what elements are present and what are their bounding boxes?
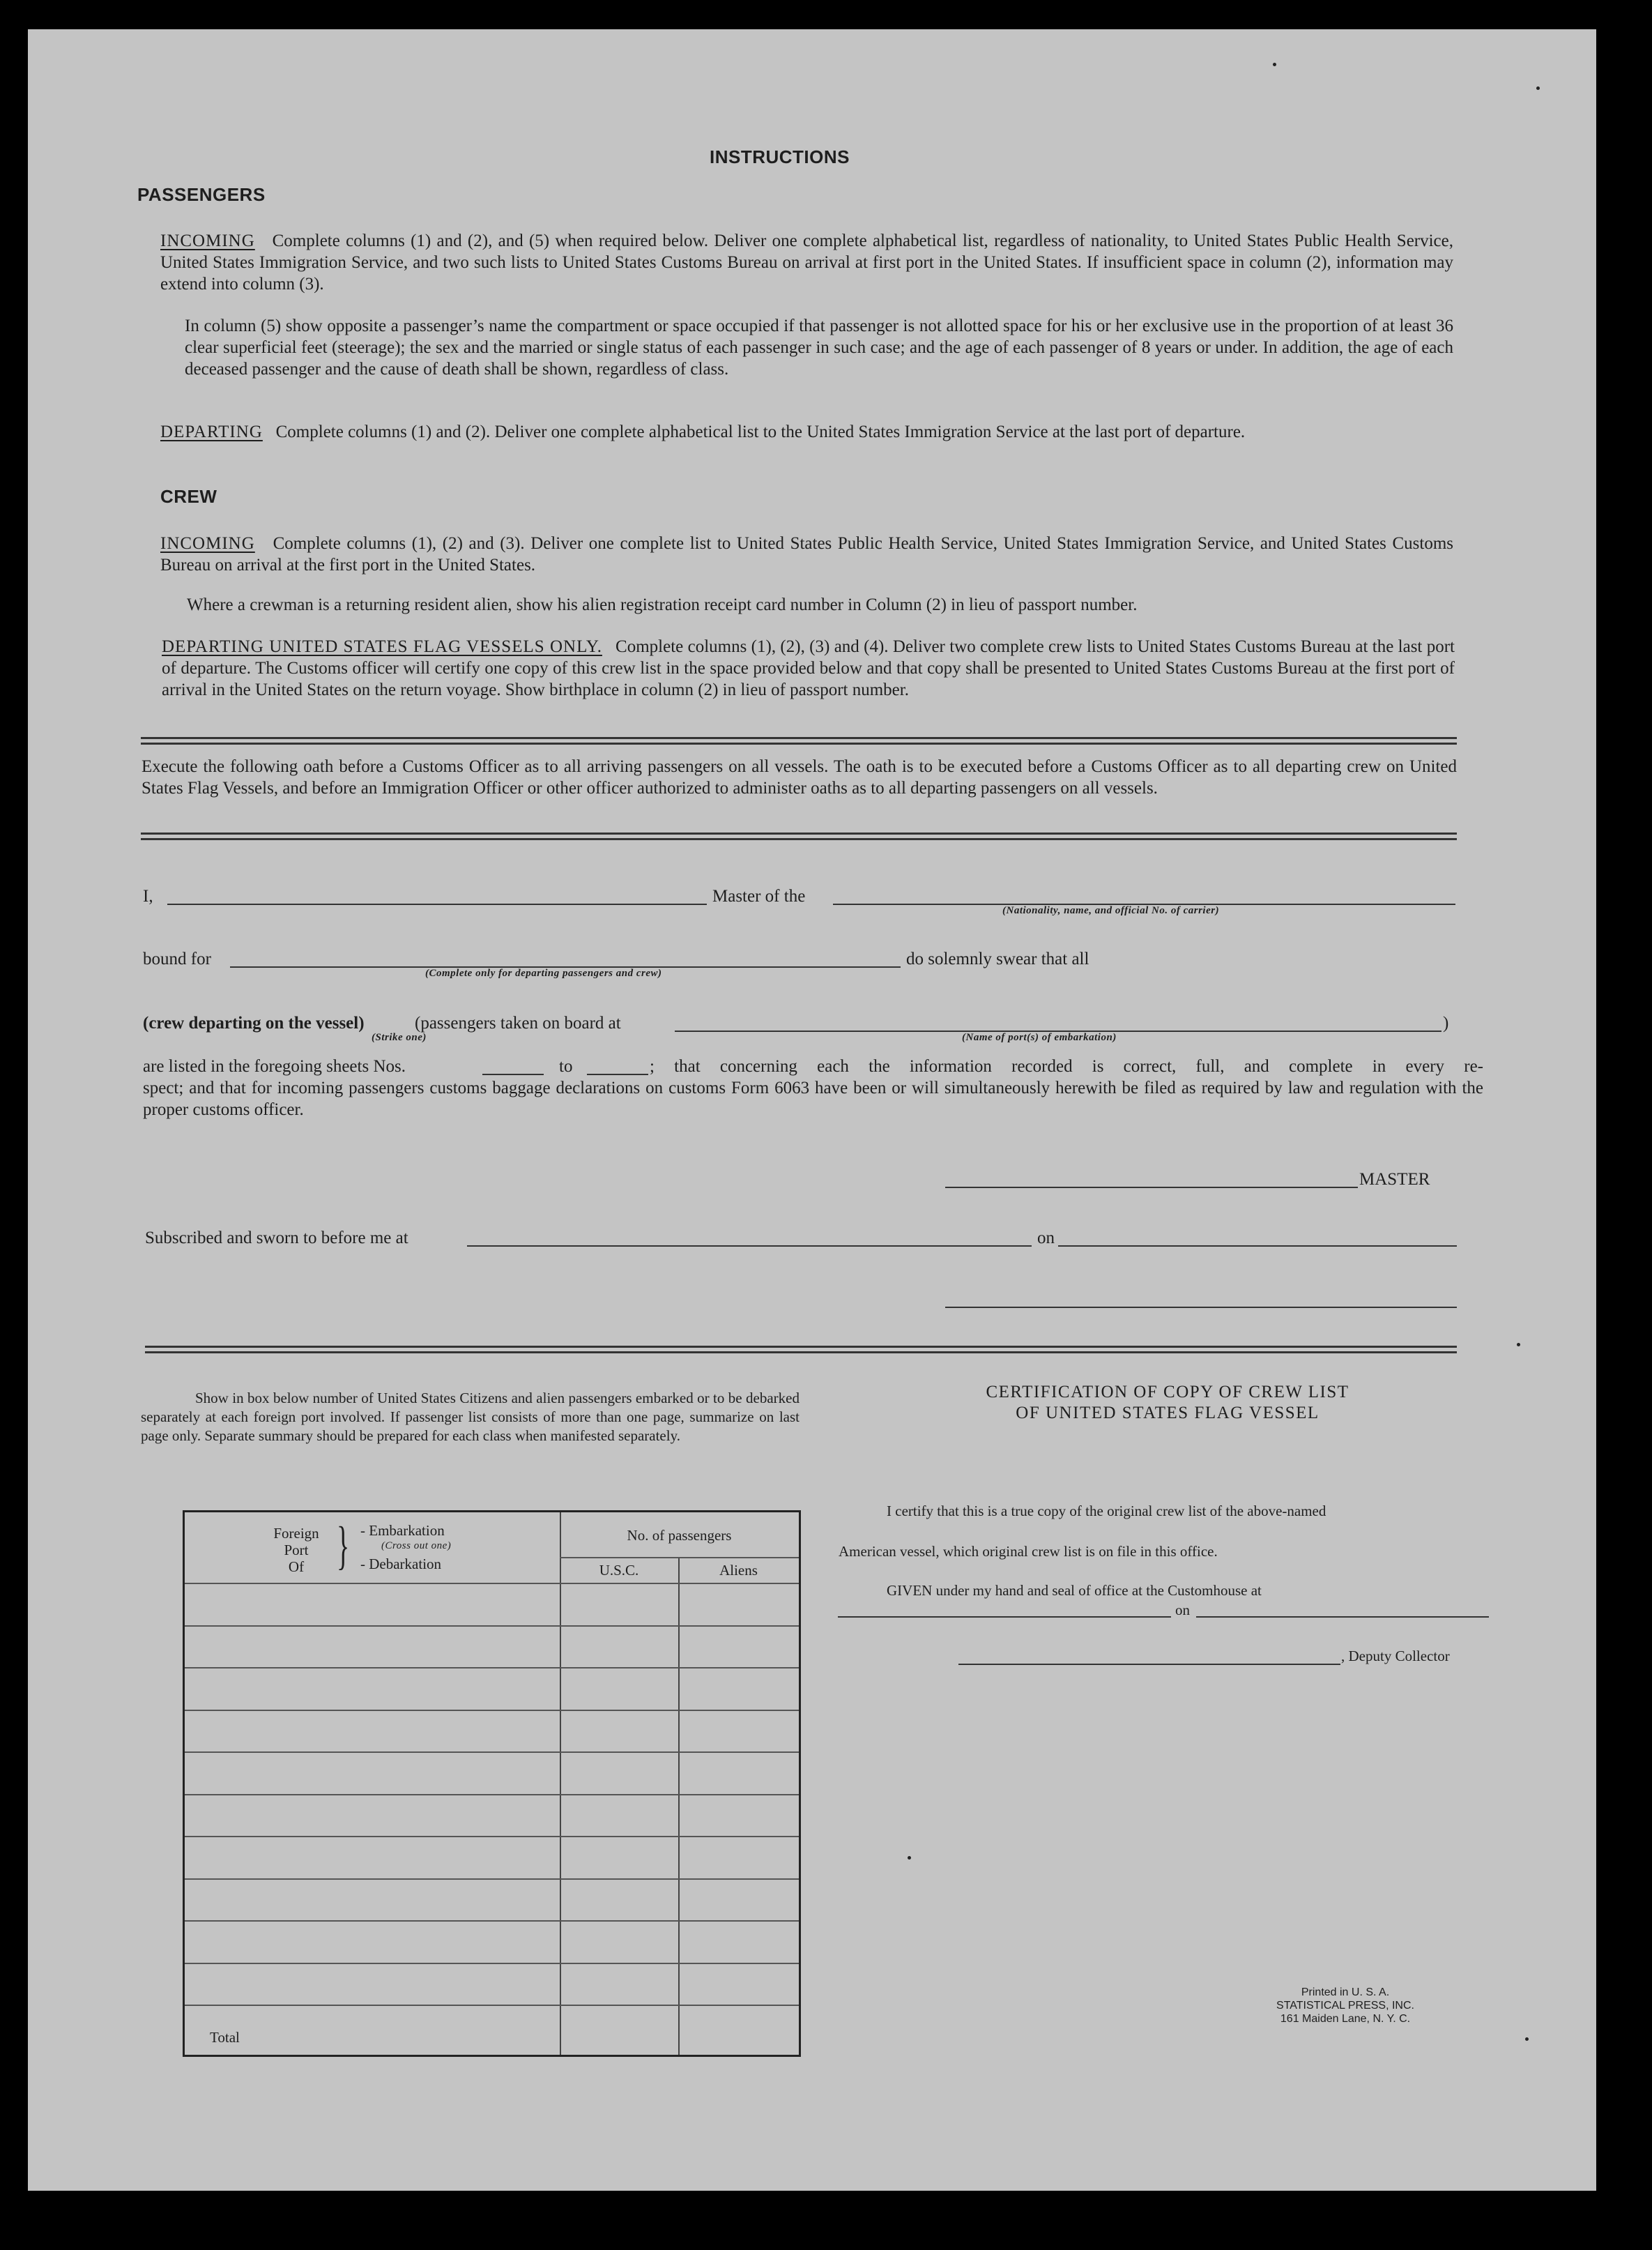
oath-instruction-paragraph: Execute the following oath before a Customs Officer as to all arriving passengers on all vessels. The oath is to be executed before a Customs Officer as to all departing crew on United States Flag Vessels, and before an Immigration Officer or other officer authorized to administer oaths as to all departing passengers on all vessels. xyxy=(142,757,1457,798)
crew-departing-option: (crew departing on the vessel) xyxy=(143,1014,365,1033)
port-label: Port xyxy=(284,1542,309,1558)
embarkation-caption: (Name of port(s) of embarkation) xyxy=(962,1032,1117,1043)
master-label: MASTER xyxy=(1359,1170,1430,1189)
listed-label-a: are listed in the foregoing sheets Nos. xyxy=(143,1057,406,1076)
certify-line2: American vessel, which original crew list is on file in this office. xyxy=(839,1543,1218,1560)
close-paren: ) xyxy=(1443,1014,1449,1033)
sheet-to-field[interactable] xyxy=(587,1074,648,1075)
aliens-cell[interactable] xyxy=(678,1625,801,1668)
usc-cell[interactable] xyxy=(560,1710,678,1752)
respect-paragraph: spect; and that for incoming passengers customs baggage declarations on customs Form 6063 have been or will simultaneously herewith be filed as required by law and regulation with the proper customs officer. xyxy=(143,1079,1483,1119)
officer-signature-field[interactable] xyxy=(945,1307,1457,1308)
usc-cell[interactable] xyxy=(560,1836,678,1878)
usc-header: U.S.C. xyxy=(599,1562,639,1579)
summary-instruction: Show in box below number of United States Citizens and alien passengers embarked or to be debarked separately at each foreign port involved. If passenger list consists of more than one page, summarize on last page only. Separate summary should be prepared for each class when manifested separately. xyxy=(141,1390,800,1444)
passengers-departing-label: DEPARTING xyxy=(160,423,263,441)
carrier-caption: (Nationality, name, and official No. of carrier) xyxy=(1002,905,1220,916)
scan-speck xyxy=(908,1856,911,1860)
total-label: Total xyxy=(210,2029,240,2046)
crew-departing-text: Complete columns (1), (2), (3) and (4). Deliver two complete crew lists to United States Customs Bureau at the last port of departure. The Customs officer will certify one copy of this crew list in the space provided below and that copy shall be presented to United States Customs Bureau at the first port of arrival in the United States on the return voyage. Show birthplace in column (2) in lieu of passport number. xyxy=(162,637,1455,699)
aliens-cell[interactable] xyxy=(678,1878,801,1921)
double-rule xyxy=(145,1346,1457,1353)
usc-cell[interactable] xyxy=(560,1920,678,1963)
strike-one-caption: (Strike one) xyxy=(372,1032,427,1043)
foreign-port-of-label xyxy=(261,1525,331,1575)
cert-date-field[interactable] xyxy=(1196,1616,1489,1618)
passengers-incoming-label: INCOMING xyxy=(160,231,255,250)
aliens-cell[interactable] xyxy=(678,1963,801,2005)
usc-cell[interactable] xyxy=(560,1794,678,1837)
passenger-summary-table xyxy=(183,1510,801,2057)
usc-cell[interactable] xyxy=(560,1625,678,1668)
port-cell[interactable] xyxy=(185,1878,560,1921)
port-cell[interactable] xyxy=(185,2005,560,2047)
master-signature-field[interactable] xyxy=(945,1187,1358,1188)
passengers-departing-text: Complete columns (1) and (2). Deliver one complete alphabetical list to the United States Immigration Service at the last port of departure. xyxy=(275,423,1246,441)
crew-crewman-paragraph: Where a crewman is a returning resident alien, show his alien registration receipt card number in Column (2) in lieu of passport number. xyxy=(187,595,1138,614)
certification-title xyxy=(819,1382,1516,1424)
cert-on-label: on xyxy=(1175,1602,1190,1618)
crew-incoming-paragraph xyxy=(160,533,1453,576)
master-of-the-label: Master of the xyxy=(712,887,806,906)
crew-departing-paragraph xyxy=(162,636,1455,701)
aliens-cell[interactable] xyxy=(678,2005,801,2047)
usc-cell[interactable] xyxy=(560,1963,678,2005)
listed-label-b: ; that concerning each the information recorded is correct, full, and complete in every re- xyxy=(650,1057,1483,1076)
aliens-cell[interactable] xyxy=(678,1667,801,1710)
scan-speck xyxy=(1273,63,1276,66)
aliens-cell[interactable] xyxy=(678,1751,801,1794)
port-cell[interactable] xyxy=(185,1751,560,1794)
crew-incoming-label: INCOMING xyxy=(160,534,255,553)
do-solemnly-label: do solemnly swear that all xyxy=(906,950,1089,968)
cross-out-caption: (Cross out one) xyxy=(381,1540,452,1551)
printer-line1: Printed in U. S. A. xyxy=(1301,1986,1390,1998)
usc-cell[interactable] xyxy=(560,1751,678,1794)
scan-speck xyxy=(1525,2037,1529,2041)
certification-title-line1: CERTIFICATION OF COPY OF CREW LIST xyxy=(986,1383,1349,1401)
embarkation-label: - Embarkation xyxy=(360,1522,445,1539)
sworn-date-field[interactable] xyxy=(1058,1245,1457,1247)
aliens-cell[interactable] xyxy=(678,1920,801,1963)
scan-speck xyxy=(1517,1343,1520,1346)
deputy-collector-label: , Deputy Collector xyxy=(1341,1648,1450,1664)
departing-caption: (Complete only for departing passengers and crew) xyxy=(425,968,662,979)
port-cell[interactable] xyxy=(185,1625,560,1668)
passengers-incoming-text: Complete columns (1) and (2), and (5) when required below. Deliver one complete alphabetical list, regardless of nationality, to United States Public Health Service, United States Immigration Service, and two such lists to United States Customs Bureau on arrival at first port in the United States. If insufficient space in column (2), information may extend into column (3). xyxy=(160,231,1453,294)
port-cell[interactable] xyxy=(185,1794,560,1837)
printer-line2: STATISTICAL PRESS, INC. xyxy=(1276,2000,1414,2012)
given-line: GIVEN under my hand and seal of office at the Customhouse at xyxy=(887,1582,1262,1599)
instructions-heading: INSTRUCTIONS xyxy=(710,146,850,167)
aliens-cell[interactable] xyxy=(678,1583,801,1625)
debarkation-label: - Debarkation xyxy=(360,1556,442,1572)
crew-heading: CREW xyxy=(160,486,217,507)
of-label: Of xyxy=(288,1558,305,1575)
printer-imprint xyxy=(1241,1986,1450,2025)
usc-cell[interactable] xyxy=(560,1667,678,1710)
usc-cell[interactable] xyxy=(560,2005,678,2047)
certification-title-line2: OF UNITED STATES FLAG VESSEL xyxy=(1016,1404,1320,1422)
sworn-place-field[interactable] xyxy=(467,1245,1032,1247)
sworn-on-label: on xyxy=(1037,1229,1055,1247)
crew-departing-label: DEPARTING UNITED STATES FLAG VESSELS ONLY. xyxy=(162,637,602,656)
oath-i-label: I, xyxy=(143,887,153,906)
usc-cell[interactable] xyxy=(560,1878,678,1921)
passengers-departing-paragraph xyxy=(160,421,1453,443)
foreign-label: Foreign xyxy=(273,1525,319,1542)
port-cell[interactable] xyxy=(185,1963,560,2005)
port-cell[interactable] xyxy=(185,1667,560,1710)
aliens-cell[interactable] xyxy=(678,1710,801,1752)
usc-cell[interactable] xyxy=(560,1583,678,1625)
double-rule xyxy=(141,833,1457,840)
header-divider xyxy=(560,1557,799,1558)
port-cell[interactable] xyxy=(185,1710,560,1752)
double-rule xyxy=(141,737,1457,745)
passengers-taken-option: (passengers taken on board at xyxy=(415,1014,621,1033)
scan-speck xyxy=(1536,86,1540,90)
certify-line1: I certify that this is a true copy of the original crew list of the above-named xyxy=(887,1503,1326,1519)
form-page xyxy=(28,29,1596,2191)
listed-to-label: to xyxy=(559,1057,573,1076)
port-cell[interactable] xyxy=(185,1920,560,1963)
bound-for-label: bound for xyxy=(143,950,211,968)
deputy-signature-field[interactable] xyxy=(958,1664,1340,1665)
aliens-header: Aliens xyxy=(719,1562,758,1579)
printer-line3: 161 Maiden Lane, N. Y. C. xyxy=(1280,2013,1411,2025)
sheet-from-field[interactable] xyxy=(482,1074,544,1075)
port-cell[interactable] xyxy=(185,1836,560,1878)
passengers-incoming-paragraph xyxy=(160,230,1453,295)
customhouse-field[interactable] xyxy=(838,1616,1171,1618)
master-name-field[interactable] xyxy=(167,904,707,905)
aliens-cell[interactable] xyxy=(678,1836,801,1878)
crew-incoming-text: Complete columns (1), (2) and (3). Deliver one complete list to United States Public Health Service, United States Immigration Service, and United States Customs Bureau on arrival at the first port in the United States. xyxy=(160,534,1454,575)
passengers-column5-paragraph: In column (5) show opposite a passenger’s name the compartment or space occupied if that passenger is not allotted space for his or her exclusive use in the proportion of at least 36 clear superficial feet (steerage); the sex and the married or single status of each passenger in such case; and the age of each passenger of 8 years or under. In addition, the age of each deceased passenger and the cause of death shall be shown, regardless of class. xyxy=(185,317,1453,379)
aliens-cell[interactable] xyxy=(678,1794,801,1837)
passengers-heading: PASSENGERS xyxy=(137,184,266,205)
subscribed-label: Subscribed and sworn to before me at xyxy=(145,1229,408,1247)
brace-icon: } xyxy=(337,1517,350,1575)
no-of-passengers-header: No. of passengers xyxy=(627,1527,732,1544)
port-cell[interactable] xyxy=(185,1583,560,1625)
